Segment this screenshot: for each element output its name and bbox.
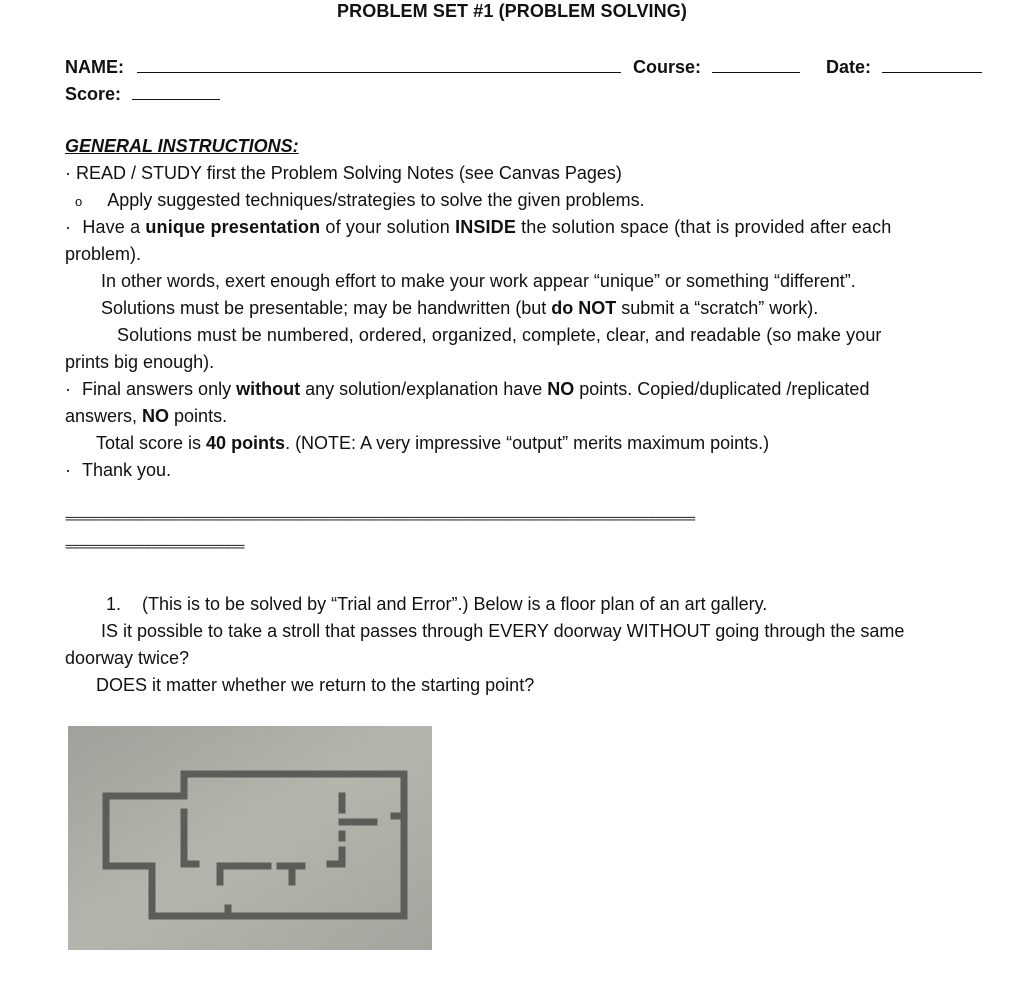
- instruction-3: [65, 216, 891, 238]
- instruction-2-text: Apply suggested techniques/strategies to solve the given problems.: [107, 190, 645, 210]
- score-label: Score:: [65, 84, 122, 104]
- name-label: NAME:: [65, 57, 124, 77]
- instruction-7: [65, 378, 869, 400]
- instruction-3-bold-b: INSIDE: [455, 217, 516, 237]
- instruction-4: In other words, exert enough effort to make your work appear “unique” or something “different”.: [101, 271, 856, 291]
- instruction-5-text-a: Solutions must be presentable; may be handwritten (but: [101, 298, 552, 318]
- separator-line-1: ===============================================================================================: [65, 512, 695, 527]
- instruction-3-text-b: of your solution: [320, 217, 456, 237]
- instruction-7-bold-a: without: [236, 379, 301, 399]
- instruction-1: [65, 162, 622, 184]
- instruction-8: [96, 432, 769, 454]
- instruction-7-text-c: points. Copied/duplicated /replicated: [574, 379, 870, 399]
- instruction-6: Solutions must be numbered, ordered, organized, complete, clear, and readable (so make your: [117, 325, 882, 345]
- instruction-3-text-a: Have a: [82, 217, 146, 237]
- floor-plan-photo: [68, 726, 432, 950]
- bullet-marker: ·: [65, 217, 72, 237]
- score-field[interactable]: [65, 83, 220, 105]
- instruction-7-cont: [65, 405, 227, 427]
- problem-1-question-1: IS it possible to take a stroll that passes through EVERY doorway WITHOUT going through the same: [101, 621, 905, 641]
- separator-line-2: ===========================: [65, 540, 244, 555]
- problem-number: 1.: [106, 594, 122, 614]
- instruction-3-cont: problem).: [65, 244, 142, 264]
- instruction-5: [101, 297, 818, 319]
- sub-bullet-marker: o: [75, 194, 83, 209]
- instruction-5-text-b: submit a “scratch” work).: [616, 298, 819, 318]
- name-field[interactable]: [65, 56, 621, 78]
- instruction-3-text-c: the solution space (that is provided after each: [515, 217, 892, 237]
- instruction-7-text-b: any solution/explanation have: [300, 379, 548, 399]
- instruction-6-cont: prints big enough).: [65, 352, 215, 372]
- instruction-8-text-b: . (NOTE: A very impressive “output” merits maximum points.): [285, 433, 770, 453]
- bullet-marker: ·: [65, 379, 71, 399]
- instructions-heading: GENERAL INSTRUCTIONS:: [65, 136, 299, 156]
- instruction-2: [75, 189, 645, 213]
- instruction-9-text: Thank you.: [82, 460, 172, 480]
- problem-1-question-2: DOES it matter whether we return to the starting point?: [96, 675, 535, 695]
- date-field[interactable]: [826, 56, 982, 78]
- bullet-marker: ·: [65, 460, 71, 480]
- instruction-3-bold-a: unique presentation: [145, 217, 321, 237]
- name-blank[interactable]: [137, 56, 621, 73]
- problem-1-question-1-cont: doorway twice?: [65, 648, 190, 668]
- instruction-7-bold-c: NO: [142, 406, 170, 426]
- date-blank[interactable]: [882, 56, 982, 73]
- instruction-7-text-e: points.: [169, 406, 228, 426]
- instruction-8-bold: 40 points: [206, 433, 286, 453]
- instruction-1-text: READ / STUDY first the Problem Solving Notes (see Canvas Pages): [76, 163, 622, 183]
- instruction-9: [65, 459, 171, 481]
- course-label: Course:: [633, 57, 702, 77]
- problem-1-intro-text: (This is to be solved by “Trial and Error”.) Below is a floor plan of an art gallery.: [142, 594, 768, 614]
- instruction-7-bold-b: NO: [547, 379, 575, 399]
- score-blank[interactable]: [132, 83, 220, 100]
- instruction-5-bold: do NOT: [551, 298, 617, 318]
- instruction-7-text-a: Final answers only: [82, 379, 237, 399]
- course-field[interactable]: [633, 56, 800, 78]
- problem-1-intro: [106, 593, 767, 615]
- course-blank[interactable]: [712, 56, 800, 73]
- instruction-7-text-d: answers,: [65, 406, 143, 426]
- date-label: Date:: [826, 57, 872, 77]
- instruction-8-text-a: Total score is: [96, 433, 207, 453]
- page-title: PROBLEM SET #1 (PROBLEM SOLVING): [337, 1, 687, 21]
- bullet-marker: ·: [65, 163, 71, 183]
